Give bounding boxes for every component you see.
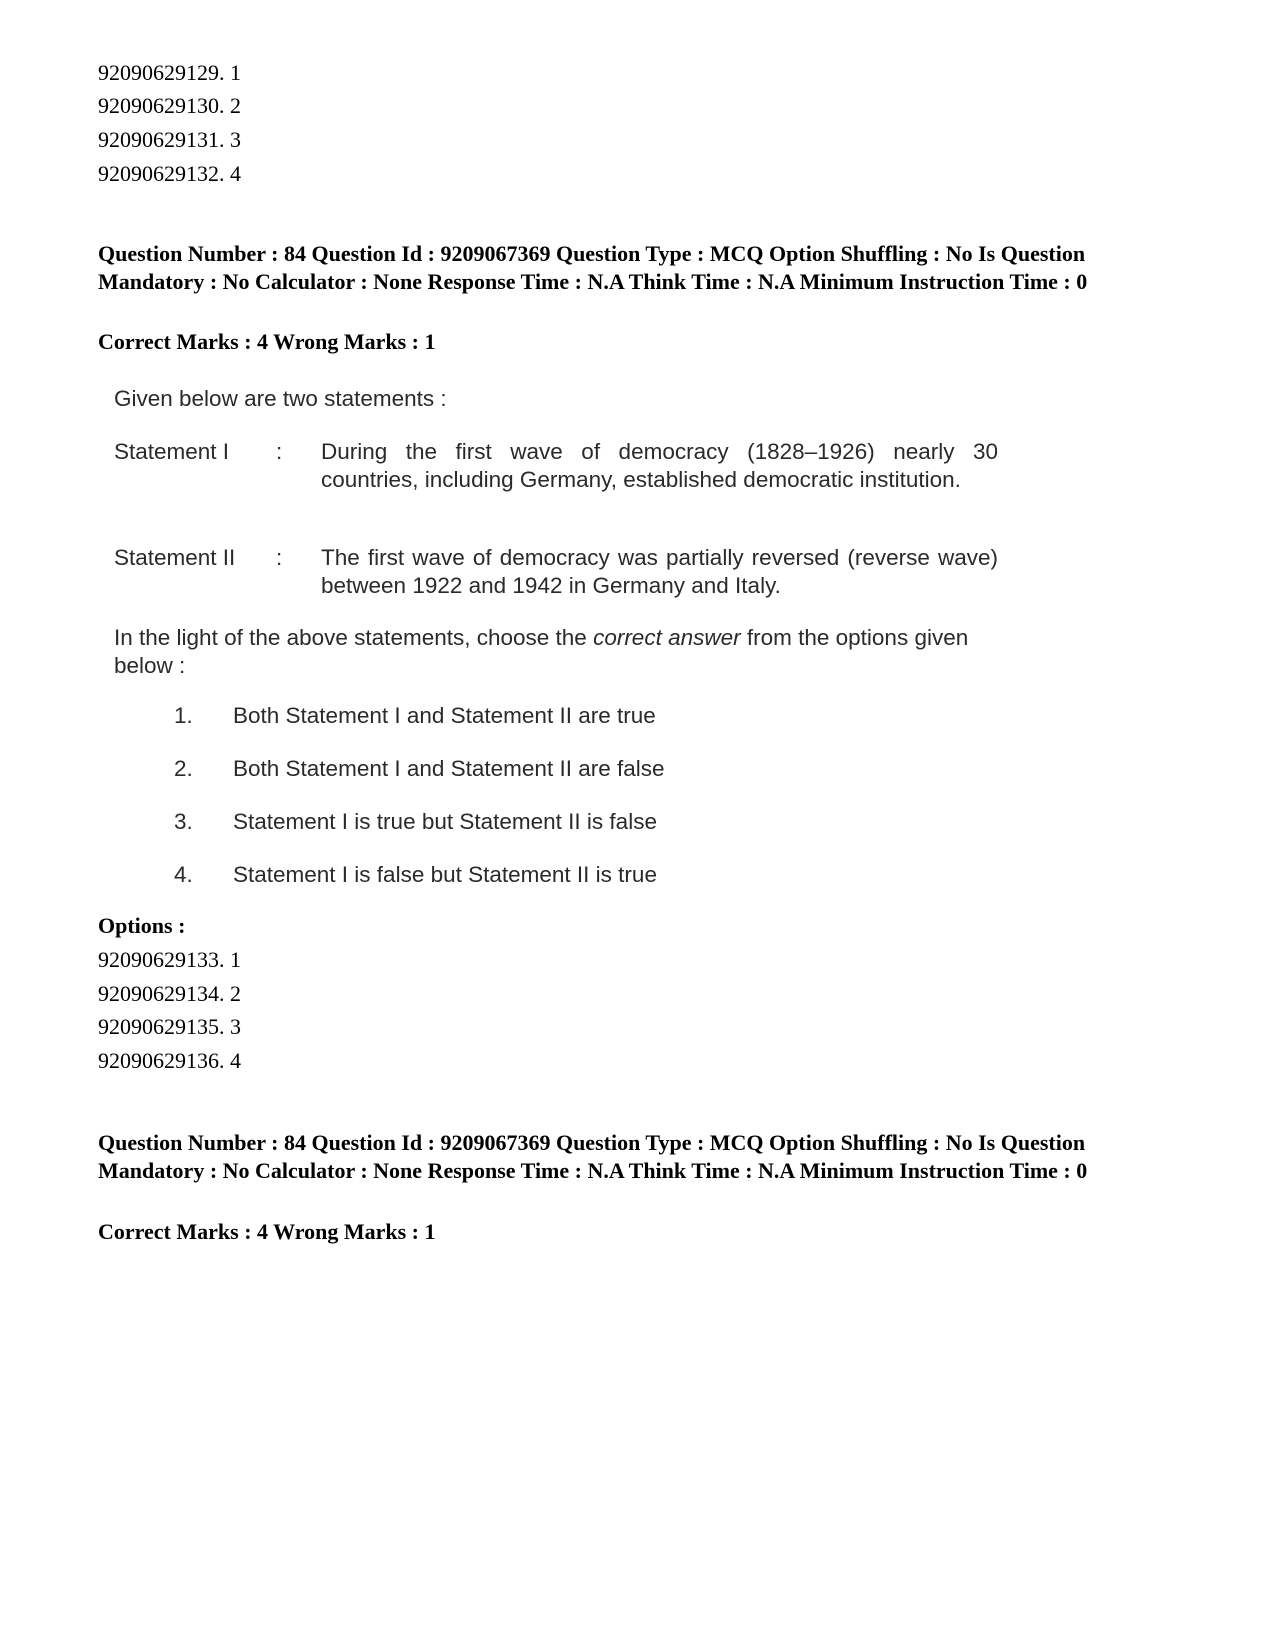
statement-1-text: During the first wave of democracy (1828–1926) nearly 30 countries, including Germany, established democratic institution. <box>321 439 998 492</box>
question-intro: Given below are two statements : <box>114 386 447 411</box>
statement-1-colon: : <box>276 439 283 464</box>
choice-number: 4. <box>174 862 193 887</box>
choice-text: Both Statement I and Statement II are false <box>233 756 665 781</box>
choice-number: 1. <box>174 703 193 728</box>
prompt-emphasis: correct answer <box>593 625 741 650</box>
option-line: 92090629135. 3 <box>98 1014 241 1039</box>
statement-2-colon: : <box>276 545 283 570</box>
statement-2-text: The first wave of democracy was partially reversed (reverse wave) between 1922 and 1942 in Germany and Italy. <box>321 545 998 598</box>
question-header: Question Number : 84 Question Id : 9209067369 Question Type : MCQ Option Shuffling : No Is Question Mandatory : No Calculator : None Response Time : N.A Think Time : N.A Minimum Instruction Time : 0 <box>98 241 1088 294</box>
option-line: 92090629129. 1 <box>98 60 241 85</box>
choice-number: 3. <box>174 809 193 834</box>
option-line: 92090629130. 2 <box>98 93 241 118</box>
statement-2-label: Statement II <box>114 545 236 570</box>
prompt-text: In the light of the above statements, choose the <box>114 625 594 650</box>
option-line: 92090629131. 3 <box>98 127 241 152</box>
choice-number: 2. <box>174 756 193 781</box>
choice-text: Statement I is false but Statement II is true <box>233 862 657 887</box>
question-marks: Correct Marks : 4 Wrong Marks : 1 <box>98 1219 436 1244</box>
question-header: Question Number : 84 Question Id : 9209067369 Question Type : MCQ Option Shuffling : No Is Question Mandatory : No Calculator : None Response Time : N.A Think Time : N.A Minimum Instruction Time : 0 <box>98 1130 1088 1183</box>
options-label: Options : <box>98 913 186 938</box>
option-line: 92090629134. 2 <box>98 981 241 1006</box>
question-prompt <box>114 624 1004 680</box>
question-marks: Correct Marks : 4 Wrong Marks : 1 <box>98 329 436 354</box>
prompt-text: from the options given below : <box>114 625 969 678</box>
option-line: 92090629136. 4 <box>98 1048 241 1073</box>
statement-1-label: Statement I <box>114 439 230 464</box>
option-line: 92090629133. 1 <box>98 947 241 972</box>
choice-text: Both Statement I and Statement II are true <box>233 703 656 728</box>
choice-text: Statement I is true but Statement II is false <box>233 809 657 834</box>
option-line: 92090629132. 4 <box>98 161 241 186</box>
